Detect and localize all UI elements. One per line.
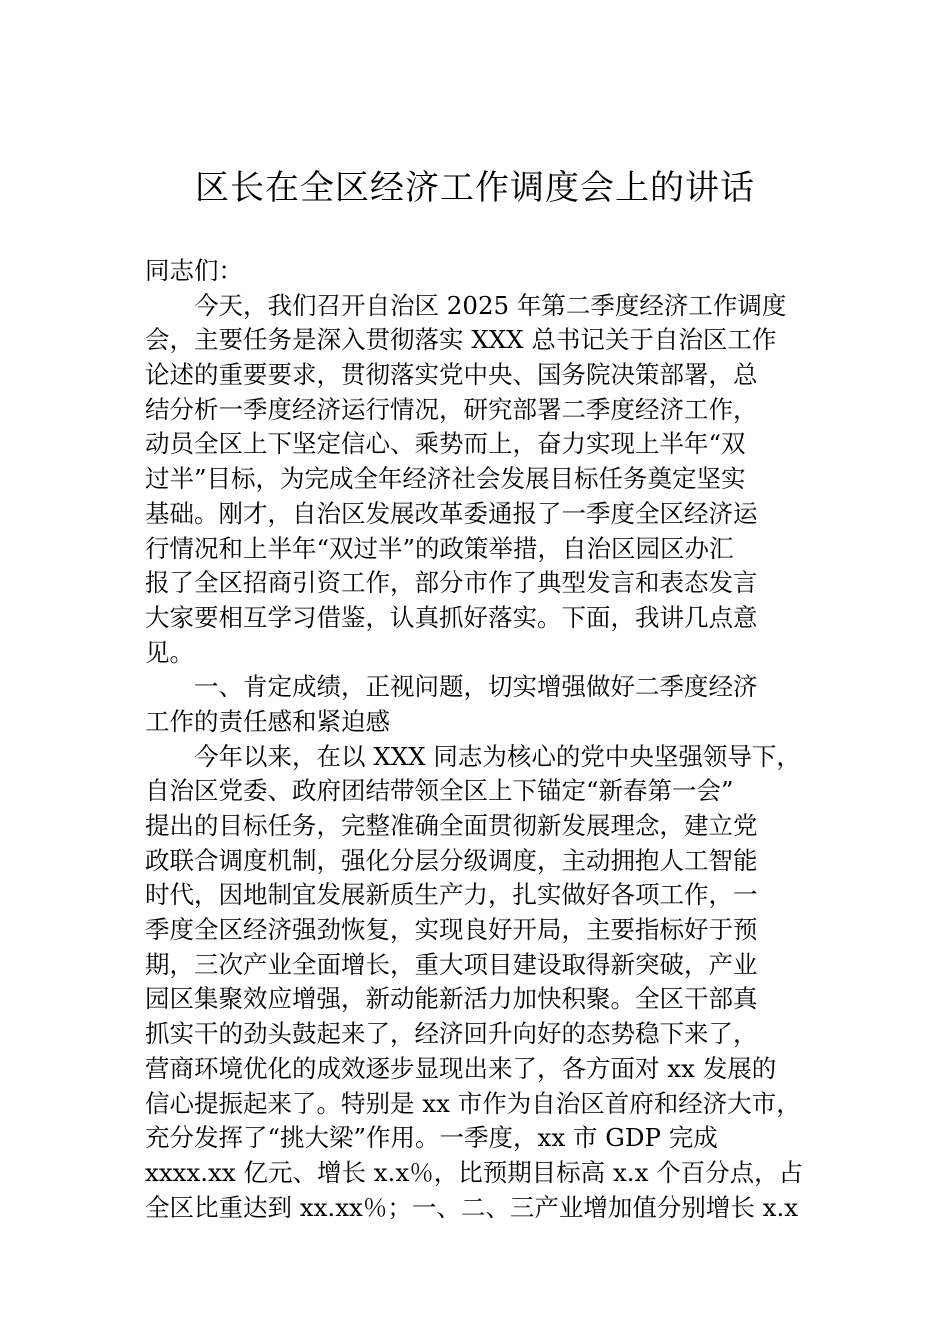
paragraph-line: 论述的重要要求，贯彻落实党中央、国务院决策部署，总	[145, 360, 758, 390]
paragraph-line: 今天，我们召开自治区 2025 年第二季度经济工作调度	[194, 290, 787, 320]
paragraph-line: 政联合调度机制，强化分层分级调度，主动拥抱人工智能	[145, 845, 758, 875]
paragraph-line: 自治区党委、政府团结带领全区上下锚定“新春第一会”	[145, 776, 734, 806]
paragraph-line: 行情况和上半年“双过半”的政策举措，自治区园区办汇	[145, 533, 734, 563]
paragraph-line: 报了全区招商引资工作，部分市作了典型发言和表态发言	[145, 568, 758, 598]
paragraph-line: 时代，因地制宜发展新质生产力，扎实做好各项工作，一	[145, 880, 758, 910]
document-body	[145, 254, 809, 1225]
paragraph-line: 大家要相互学习借鉴，认真抓好落实。下面，我讲几点意	[145, 602, 758, 632]
paragraph-line: 会，主要任务是深入贯彻落实 XXX 总书记关于自治区工作	[145, 325, 777, 355]
paragraph-line: 今年以来，在以 XXX 同志为核心的党中央坚强领导下，	[194, 741, 801, 771]
section-heading-line: 一、肯定成绩，正视问题，切实增强做好二季度经济	[194, 672, 758, 702]
paragraph-line: 期，三次产业全面增长，重大项目建设取得新突破，产业	[145, 949, 758, 979]
paragraph-line: 基础。刚才，自治区发展改革委通报了一季度全区经济运	[145, 498, 758, 528]
paragraph-line: 信心提振起来了。特别是 xx 市作为自治区首府和经济大市，	[145, 1088, 801, 1118]
salutation: 同志们：	[145, 256, 243, 285]
paragraph-line: 全区比重达到 xx.xx％；一、二、三产业增加值分别增长 x.x	[145, 1192, 799, 1222]
paragraph-line: 结分析一季度经济运行情况，研究部署二季度经济工作，	[145, 394, 758, 424]
paragraph-line: xxxx.xx 亿元、增长 x.x％，比预期目标高 x.x 个百分点，占	[145, 1157, 804, 1187]
section-heading-line: 工作的责任感和紧迫感	[145, 706, 390, 736]
paragraph-line: 提出的目标任务，完整准确全面贯彻新发展理念，建立党	[145, 811, 758, 840]
paragraph-line: 见。	[145, 637, 194, 667]
paragraph-line: 动员全区上下坚定信心、乘势而上，奋力实现上半年“双	[145, 429, 746, 459]
paragraph-line: 充分发挥了“挑大梁”作用。一季度，xx 市 GDP 完成	[145, 1123, 718, 1153]
document-title: 区长在全区经济工作调度会上的讲话	[195, 168, 755, 208]
paragraph-line: 抓实干的劲头鼓起来了，经济回升向好的态势稳下来了，	[145, 1019, 758, 1049]
paragraph-line: 季度全区经济强劲恢复，实现良好开局，主要指标好于预	[145, 915, 758, 945]
paragraph-line: 过半”目标，为完成全年经济社会发展目标任务奠定坚实	[145, 464, 746, 494]
paragraph-line: 园区集聚效应增强，新动能新活力加快积聚。全区干部真	[145, 984, 758, 1014]
paragraph-line: 营商环境优化的成效逐步显现出来了，各方面对 xx 发展的	[145, 1053, 777, 1083]
